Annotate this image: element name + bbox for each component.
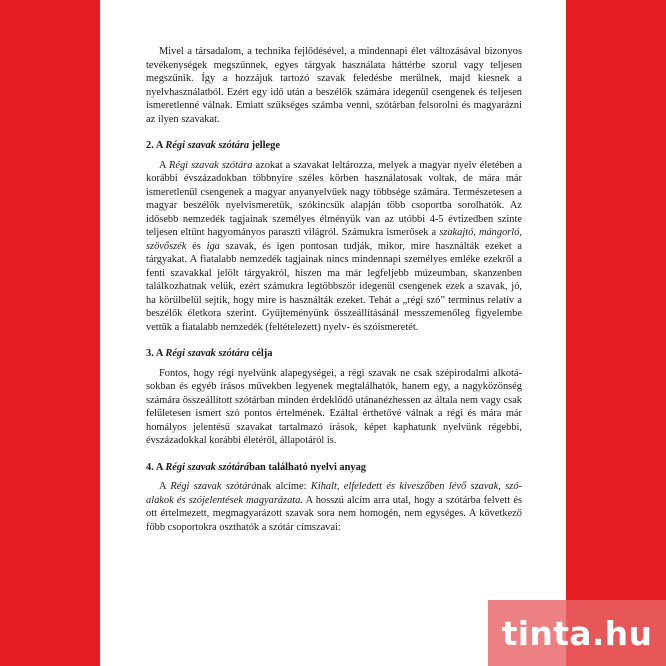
watermark-text: tinta.hu — [501, 613, 653, 653]
section-2-text-d: szakajtó, mángorló, szövőszék — [146, 227, 522, 252]
intro-paragraph: Mivel a társadalom, a technika fejlődésével, a mindennapi élet változásával bizonyos tevékenységek megszűnnek, egyes tárgyak használata háttérbe szorul vagy teljesen megszűnik. Így a hozzájuk tartozó szavak feledésbe merülnek, majd kiesnek a nyelvhasználatból. Ezért egy idő után a beszélők számára idegenül csengenek és teljesen ismeretlenné válnak. Emiatt szükséges számba venni, szótárban felsorolni és magyarázni az ilyen szavakat. — [146, 46, 522, 125]
section-2-text-c: azokat a szavakat leltározza, melyek a magyar nyelv életében a korábbi évszázadokban többnyire széles körben használatosak voltak, de mára már ismeretlenül csengenek a magyar anyanyelvűek nagy többsége számára. Természetesen a magyar beszélők nyelvismeretük, szókincsük alapján több csoportba sorolhatók. Az idősebb nemzedék tagjainak személyes élményük van az utóbbi 4-5 évtizedben szinte teljesen eltűnt hagyományos paraszti világról. Számukra ismerősek a — [146, 159, 522, 238]
section-3-paragraph: Fontos, hogy régi nyelvünk alapegységei, a régi szavak ne csak szépirodalmi alkotásokban és egyéb írásos művekben legyenek megtalálhatók, hanem egy, a nagyközönség számára összeállított szótárban minden érdeklődő utánanézhessen az általa nem vagy csak felületesen ismert szó pontos értelmének. Ezáltal érthetővé válnak a régi és mára már homályos jelentésű szavakat tartalmazó írások, képet kaphatunk nyelvünk régebbi, évszázadokkal korábbi életéről, állapotáról is. — [146, 367, 522, 446]
section-4-paragraph — [146, 480, 522, 534]
section-4-text-d: Kihalt, elfeledett és kiveszőben lévő szavak, szóalakok és szójelentések magyarázata. — [146, 481, 522, 506]
section-3-title-italic: Régi szavak szótára — [165, 348, 250, 359]
tinta-watermark-badge — [488, 600, 666, 666]
section-4-number: 4. A — [146, 461, 166, 473]
section-2-text-g: szavak, és igen pontosan tudják, mikor, mire használták ezeket a tárgyakat. A fiatalabb nemzedék tagjainak nincs mindennapi személyes emléke ezekről a fenti szavakkal jelölt tárgyakról, hiszen ma már legfeljebb múzeumban, skanzenben találkozhatnak velük, ezért számukra legtöbbször idegenül csengenek ezek a szavak, jó, ha körülbelül sejtik, hogy mire is használták ezeket. Tehát a „régi szó” terminus relatív a beszélők életkora szerint. Gyűjteményünk összeállításánál messzemenőleg figyelembe vettük a fiatalabb nemzedék (feltételezett) nyelv- és szóismeretét. — [146, 240, 523, 333]
section-4-text-e: A hosszú alcím arra utal, hogy a szótárba felvett és ott értelmezett, megmagyarázott szavak sora nem homogén, nem egységes. A következő főbb csoportokra oszthatók a szótár címszavai: — [146, 494, 522, 533]
section-2-text-e: és — [186, 240, 207, 252]
section-2-paragraph — [146, 159, 522, 335]
section-4-title-rest: ban található nyelvi anyag — [249, 461, 366, 473]
section-3-title-rest: célja — [249, 348, 273, 359]
section-2-heading — [146, 139, 522, 153]
section-3-heading — [146, 347, 522, 361]
section-4-text-c: nak alcíme: — [256, 481, 311, 492]
page-content — [146, 45, 522, 534]
section-2-text-a: A — [159, 159, 169, 171]
section-4-text-b: Régi szavak szótárá — [170, 481, 257, 492]
section-2-text-f: iga — [206, 240, 220, 252]
section-3-number: 3. A — [146, 348, 166, 359]
section-2-title-rest: jellege — [249, 140, 280, 151]
section-4-heading — [146, 461, 522, 475]
book-page — [100, 0, 566, 666]
section-4-text-a: A — [159, 481, 171, 492]
section-2-title-italic: Régi szavak szótára — [165, 140, 250, 151]
section-2-number: 2. A — [146, 140, 166, 151]
section-2-text-b: Régi szavak szótára — [168, 159, 253, 171]
section-4-title-italic: Régi szavak szótárá — [165, 461, 250, 473]
